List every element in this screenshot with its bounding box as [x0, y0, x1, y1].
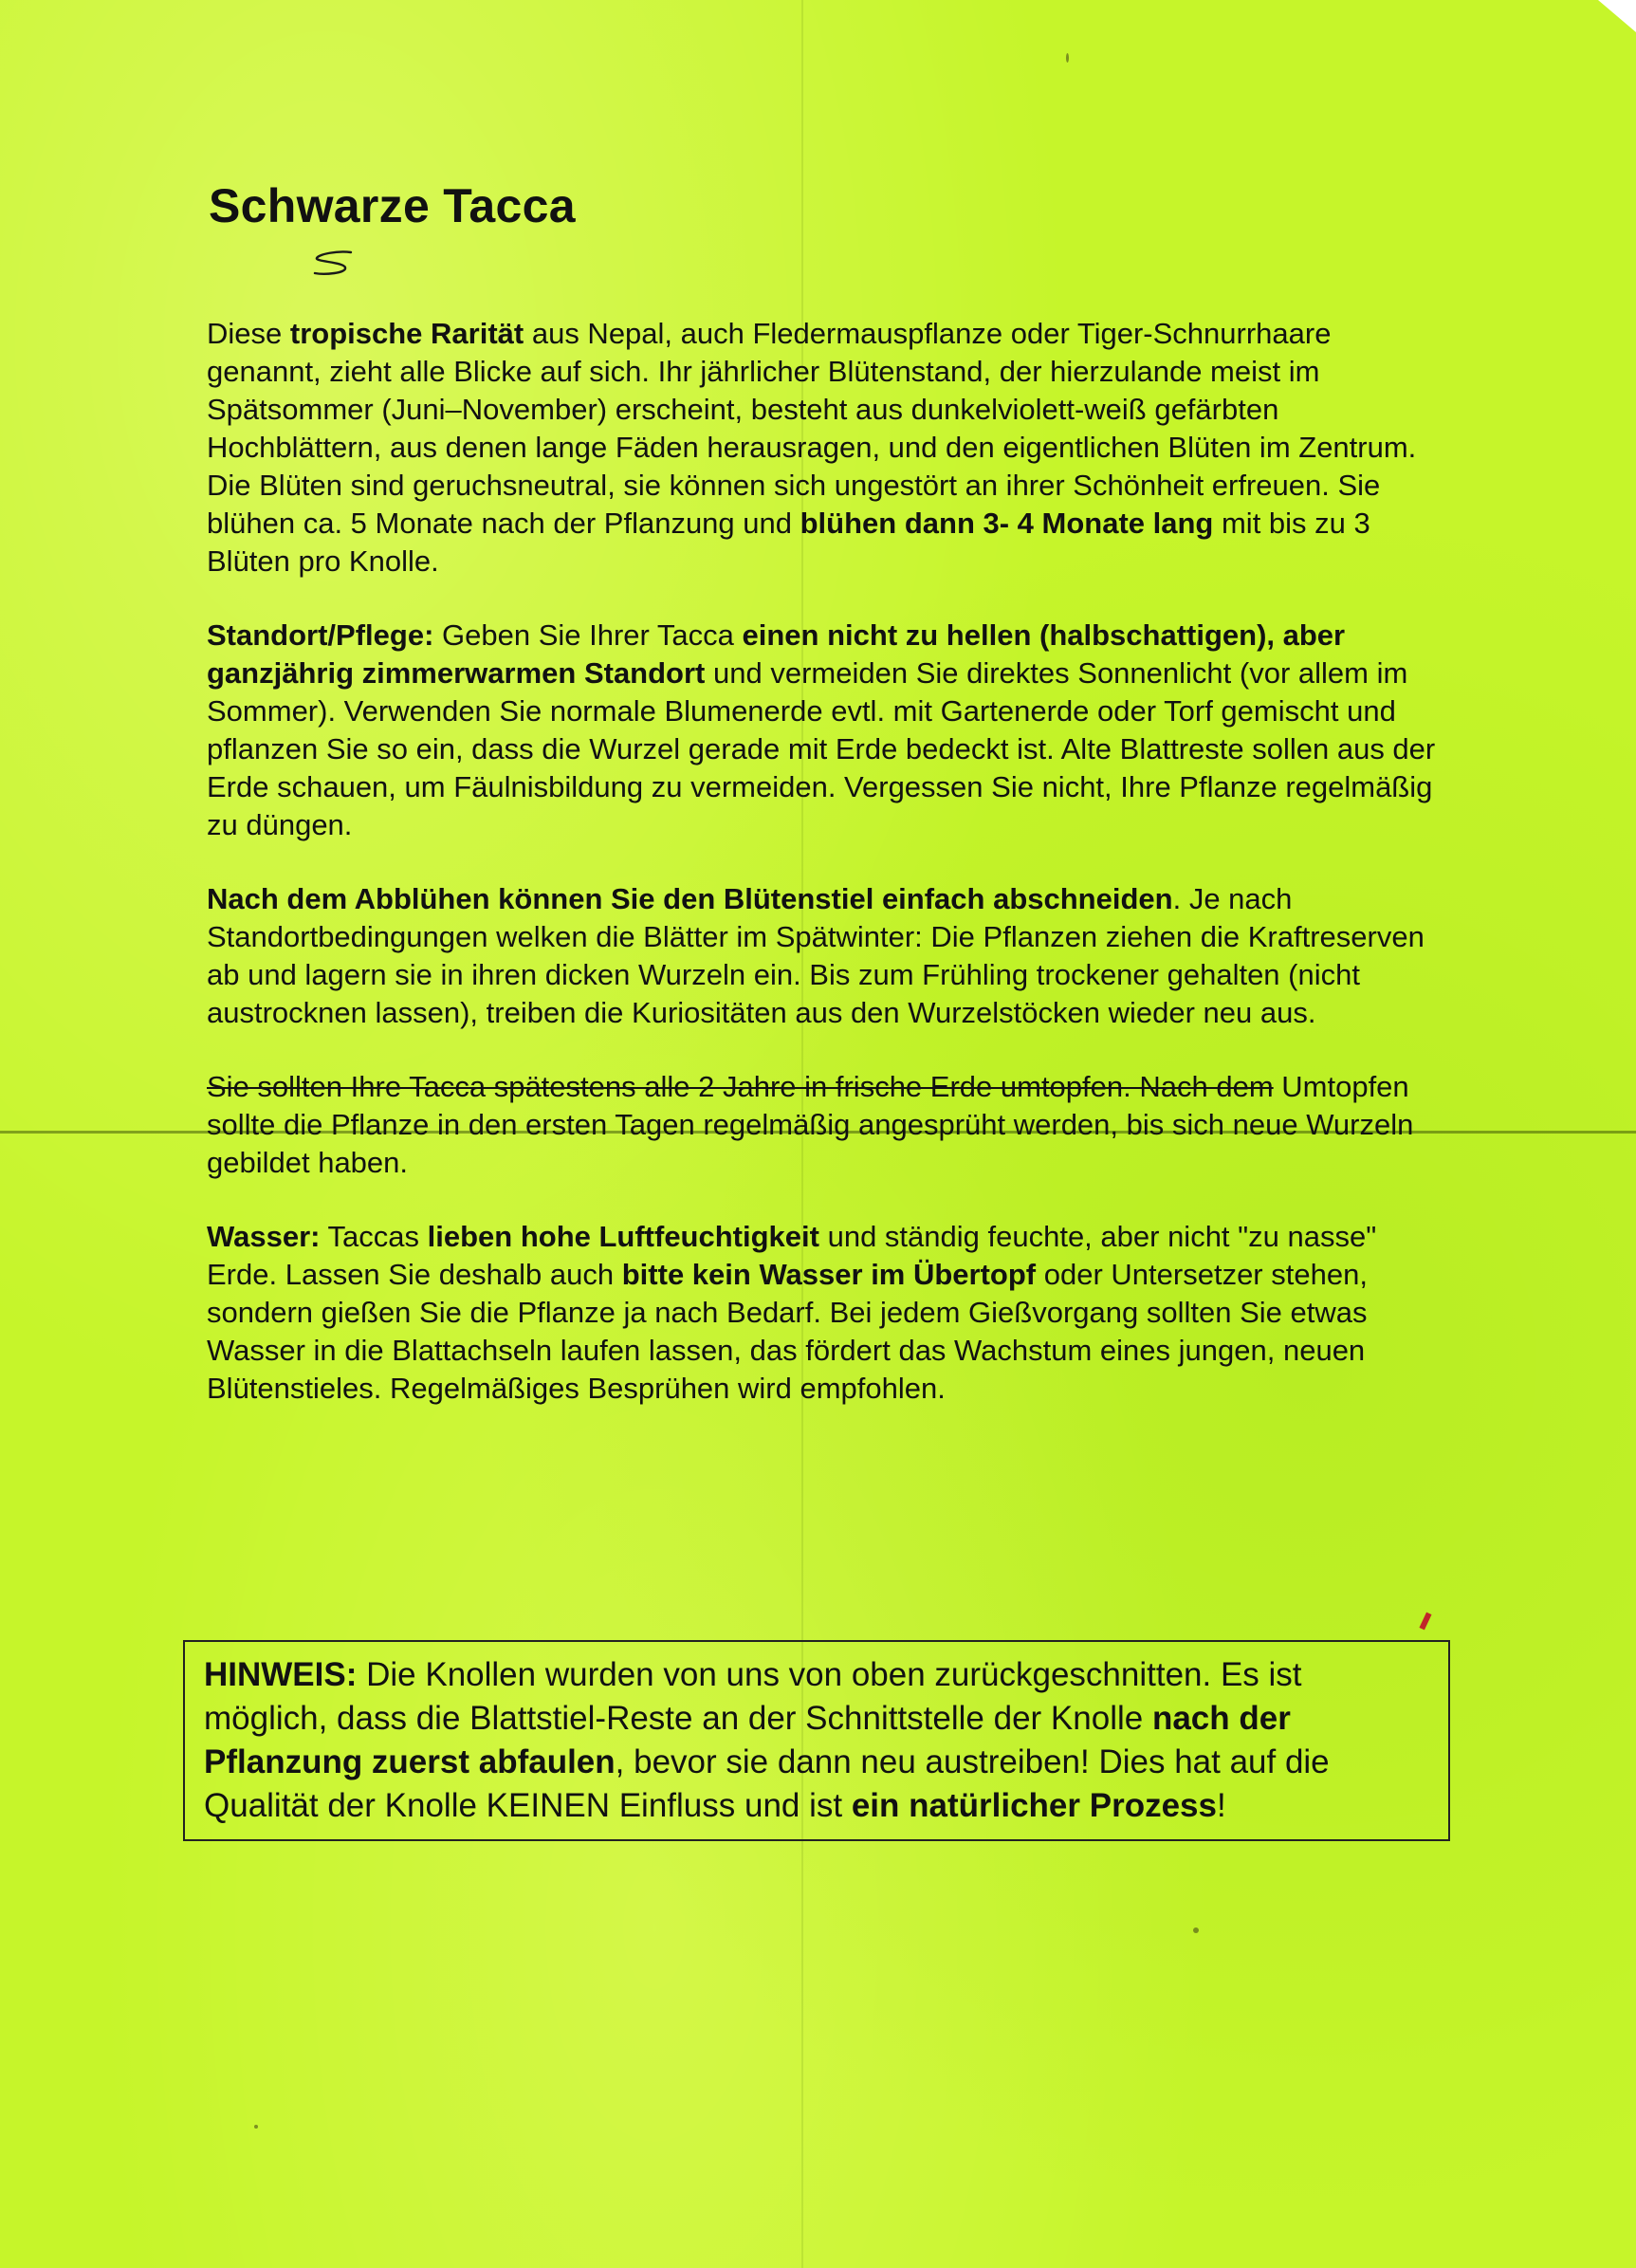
text-run: Geben Sie Ihrer Tacca	[433, 618, 743, 652]
paragraph	[207, 880, 1440, 1032]
text-run: mit bis zu 3 Blüten pro Knolle.	[207, 507, 1370, 578]
bold-text: ein natürlicher Prozess	[851, 1787, 1217, 1824]
paragraph	[207, 617, 1440, 844]
paragraph	[207, 315, 1440, 581]
text-run: und ständig feuchte, aber nicht "zu nasse" Erde. Lassen Sie deshalb auch	[207, 1220, 1377, 1291]
paragraph	[207, 1068, 1440, 1182]
body-text	[207, 315, 1440, 1444]
paper-speck	[1193, 1927, 1199, 1933]
bold-text: tropische Rarität	[289, 317, 524, 350]
torn-corner	[1598, 0, 1636, 32]
text-run: Diese	[207, 317, 290, 350]
bold-text: lieben hohe Luftfeuchtigkeit	[427, 1220, 819, 1253]
page-title: Schwarze Tacca	[209, 179, 576, 232]
text-run: und vermeiden Sie direktes Sonnenlicht (vor allem im Sommer). Verwenden Sie normale Blumenerde evtl. mit Gartenerde oder Torf gemischt und pflanzen Sie so ein, dass die Wurzel gerade mit Erde bedeckt ist. Alte Blattreste sollen aus der Erde schauen, um Fäulnisbildung zu vermeiden. Vergessen Sie nicht, Ihre Pflanze regelmäßig zu düngen.	[207, 656, 1436, 841]
bold-text: HINWEIS:	[204, 1656, 358, 1693]
text-run: Umtopfen sollte die Pflanze in den ersten Tagen regelmäßig angesprüht werden, bis sich neue Wurzeln gebildet haben.	[207, 1070, 1414, 1179]
bold-text: bitte kein Wasser im Übertopf	[621, 1258, 1037, 1291]
bold-text: Standort/Pflege:	[207, 618, 434, 652]
notice-box	[183, 1640, 1450, 1841]
bold-text: blühen dann 3- 4 Monate lang	[800, 507, 1214, 540]
notice-text	[204, 1653, 1429, 1828]
text-run: Die Knollen wurden von uns von oben zurückgeschnitten. Es ist möglich, dass die Blattstiel-Reste an der Schnittstelle der Knolle	[204, 1656, 1302, 1737]
text-run: aus Nepal, auch Fledermauspflanze oder Tiger-Schnurrhaare genannt, zieht alle Blicke auf sich. Ihr jährlicher Blütenstand, der hierzulande meist im Spätsommer (Juni–November) erscheint, besteht aus dunkelviolett-weiß gefärbten Hochblättern, aus denen lange Fäden herausragen, und den eigentlichen Blüten im Zentrum. Die Blüten sind geruchsneutral, sie können sich ungestört an ihrer Schönheit erfreuen. Sie blühen ca. 5 Monate nach der Pflanzung und	[207, 317, 1417, 540]
bold-text: nach der Pflanzung zuerst abfaulen	[204, 1700, 1291, 1780]
text-run: !	[1216, 1787, 1226, 1824]
text-run: Taccas	[320, 1220, 428, 1253]
text-run: . Je nach Standortbedingungen welken die Blätter im Spätwinter: Die Pflanzen ziehen die Kraftreserven ab und lagern sie in ihren dicken Wurzeln ein. Bis zum Frühling trockener gehalten (nicht austrocknen lassen), treiben die Kuriositäten aus den Wurzelstöcken wieder neu aus.	[207, 882, 1425, 1029]
paragraph	[207, 1218, 1440, 1408]
handwritten-mark-icon	[311, 249, 357, 279]
text-run: Sie sollten Ihre Tacca spätestens alle 2 Jahre in frische Erde umtopfen. Nach dem	[207, 1070, 1274, 1103]
bold-text: Nach dem Abblühen können Sie den Blütenstiel einfach abschneiden	[207, 882, 1173, 915]
text-run: , bevor sie dann neu austreiben! Dies hat auf die Qualität der Knolle KEINEN Einfluss und ist	[204, 1743, 1330, 1824]
pen-mark	[1419, 1613, 1431, 1631]
bold-text: Wasser:	[207, 1220, 321, 1253]
paper-speck	[254, 2125, 258, 2129]
paper-speck	[1066, 53, 1069, 63]
text-run: oder Untersetzer stehen, sondern gießen Sie die Pflanze ja nach Bedarf. Bei jedem Gießvorgang sollten Sie etwas Wasser in die Blattachseln laufen lassen, das fördert das Wachstum eines jungen, neuen Blütenstieles. Regelmäßiges Besprühen wird empfohlen.	[207, 1258, 1368, 1405]
bold-text: einen nicht zu hellen (halbschattigen), aber ganzjährig zimmerwarmen Standort	[207, 618, 1346, 690]
